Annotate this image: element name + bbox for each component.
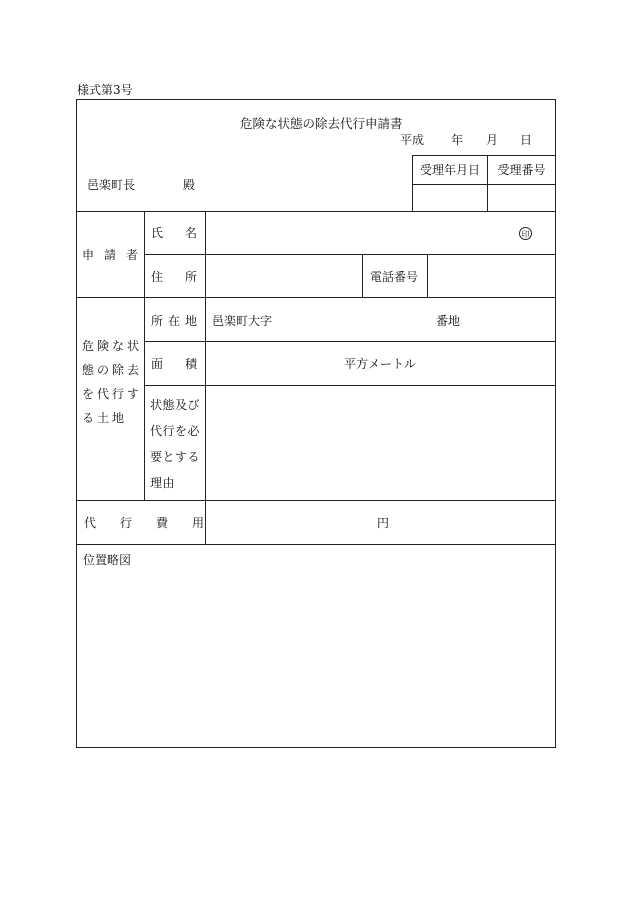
rule-header-bottom — [76, 211, 556, 212]
receipt-date-label: 受理年月日 — [419, 163, 480, 177]
map-label: 位置略図 — [83, 553, 132, 567]
land-group-line-3: を代行す — [82, 387, 143, 401]
address-char-2: 所 — [184, 270, 197, 284]
date-era: 平成 — [400, 133, 425, 147]
name-char-2: 名 — [184, 226, 197, 240]
frame-top — [76, 99, 556, 100]
applicant-char-2: 請 — [103, 248, 116, 262]
location-label — [151, 314, 197, 328]
rule-group-column — [144, 211, 145, 501]
receipt-box-top — [412, 155, 556, 156]
seal-mark-icon: 印 — [519, 227, 532, 240]
address-label — [151, 270, 197, 284]
receipt-box-middle — [412, 184, 556, 185]
form-number: 様式第3号 — [77, 83, 133, 97]
rule-applicant-bottom — [76, 297, 556, 298]
cost-char-2: 行 — [119, 516, 132, 530]
cost-char-4: 用 — [191, 516, 204, 530]
applicant-char-3: 者 — [125, 248, 138, 262]
cost-unit: 円 — [377, 516, 390, 530]
rule-phone-left — [362, 254, 363, 298]
cost-char-1: 代 — [84, 516, 97, 530]
reason-label — [150, 392, 210, 496]
receipt-number-label: 受理番号 — [497, 163, 546, 177]
reason-line-4: 理由 — [150, 476, 176, 490]
form-title: 危険な状態の除去代行申請書 — [240, 116, 403, 131]
applicant-char-1: 申 — [82, 248, 95, 262]
reason-line-3: 要とする — [150, 450, 201, 464]
date-day: 日 — [520, 133, 533, 147]
date-month: 月 — [486, 133, 499, 147]
area-unit: 平方メートル — [344, 357, 417, 371]
land-group-line-4: る土地 — [82, 411, 128, 425]
reason-line-1: 状態及び — [150, 398, 201, 412]
area-label — [151, 357, 197, 371]
location-suffix: 番地 — [436, 314, 461, 328]
land-group-label — [82, 334, 142, 430]
frame-left — [76, 99, 77, 748]
applicant-group-label — [82, 248, 138, 262]
name-label — [151, 226, 197, 240]
frame-right — [555, 99, 556, 748]
area-char-1: 面 — [151, 357, 164, 371]
phone-label: 電話番号 — [370, 270, 419, 284]
address-char-1: 住 — [151, 270, 164, 284]
location-prefix: 邑楽町大字 — [212, 314, 273, 328]
addressee-mayor: 邑楽町長 — [87, 178, 136, 192]
location-char-2: 在 — [167, 314, 180, 328]
cost-label — [84, 516, 204, 530]
location-char-1: 所 — [151, 314, 164, 328]
addressee-honorific: 殿 — [183, 178, 196, 192]
area-char-2: 積 — [184, 357, 197, 371]
rule-phone-right — [427, 254, 428, 298]
land-group-line-2: 態の除去 — [82, 363, 143, 377]
rule-cost-bottom — [76, 544, 556, 545]
cost-char-3: 費 — [155, 516, 168, 530]
rule-land-bottom — [76, 500, 556, 501]
frame-bottom — [76, 747, 556, 748]
location-char-3: 地 — [184, 314, 197, 328]
date-year: 年 — [451, 133, 464, 147]
name-char-1: 氏 — [151, 226, 164, 240]
reason-line-2: 代行を必 — [150, 424, 201, 438]
land-group-line-1: 危険な状 — [82, 339, 143, 353]
